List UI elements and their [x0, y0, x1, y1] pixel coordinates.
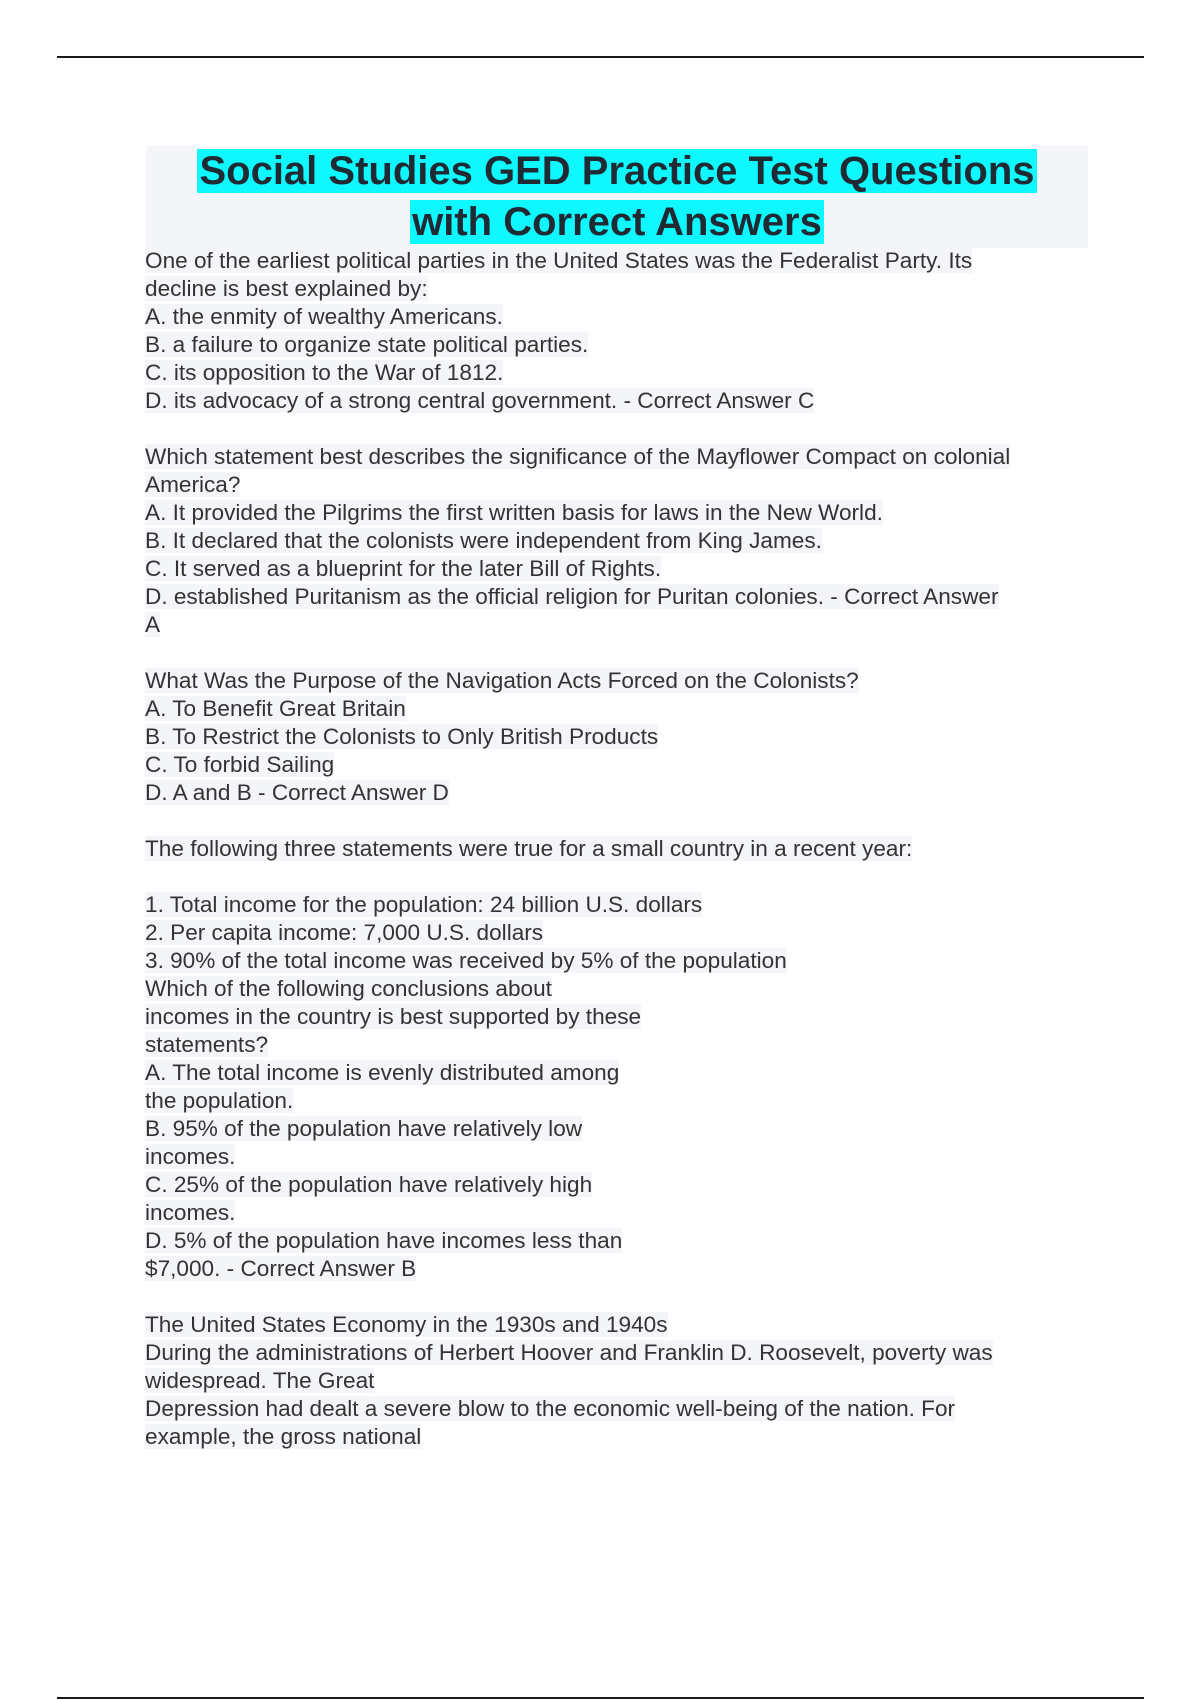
text-line — [145, 835, 1095, 863]
text-line — [145, 275, 1095, 303]
block-spacer — [145, 863, 1095, 891]
text-line — [145, 1227, 1095, 1255]
text-line-content: A — [145, 612, 161, 637]
text-line — [145, 1171, 1095, 1199]
text-line — [145, 1059, 1095, 1087]
block-spacer — [145, 639, 1095, 667]
text-line-content: A. The total income is evenly distributed among — [145, 1060, 620, 1085]
title-line-2: with Correct Answers — [412, 200, 822, 244]
text-line-content: Which statement best describes the significance of the Mayflower Compact on colonial — [145, 444, 1011, 469]
text-line — [145, 1339, 1095, 1367]
text-line-content: statements? — [145, 1032, 269, 1057]
text-line — [145, 527, 1095, 555]
text-line-content: Depression had dealt a severe blow to the economic well-being of the nation. For — [145, 1396, 956, 1421]
text-line-content: B. It declared that the colonists were independent from King James. — [145, 528, 822, 553]
text-line — [145, 975, 1095, 1003]
document-title — [146, 146, 1088, 248]
bottom-rule — [57, 1697, 1144, 1699]
text-line — [145, 947, 1095, 975]
question-block — [145, 443, 1095, 639]
text-line — [145, 667, 1095, 695]
block-spacer — [145, 1283, 1095, 1311]
title-line-1: Social Studies GED Practice Test Questions — [199, 149, 1035, 193]
question-block — [145, 247, 1095, 415]
text-line — [145, 1255, 1095, 1283]
text-line-content: A. To Benefit Great Britain — [145, 696, 406, 721]
text-line — [145, 919, 1095, 947]
text-line-content: $7,000. - Correct Answer B — [145, 1256, 417, 1281]
question-block — [145, 835, 1095, 863]
text-line-content: During the administrations of Herbert Hoover and Franklin D. Roosevelt, poverty was — [145, 1340, 993, 1365]
text-line — [145, 1367, 1095, 1395]
text-line — [145, 1395, 1095, 1423]
text-line — [145, 1423, 1095, 1451]
text-line-content: 2. Per capita income: 7,000 U.S. dollars — [145, 920, 544, 945]
text-line-content: D. established Puritanism as the official religion for Puritan colonies. - Correct Answer — [145, 584, 999, 609]
text-line — [145, 779, 1095, 807]
question-block — [145, 1311, 1095, 1451]
text-line-content: One of the earliest political parties in the United States was the Federalist Party. Its — [145, 248, 973, 273]
text-line — [145, 891, 1095, 919]
text-line-content: The following three statements were true for a small country in a recent year: — [145, 836, 913, 861]
text-line-content: C. To forbid Sailing — [145, 752, 335, 777]
text-line — [145, 443, 1095, 471]
text-line — [145, 247, 1095, 275]
text-line-content: A. It provided the Pilgrims the first written basis for laws in the New World. — [145, 500, 883, 525]
text-line-content: Which of the following conclusions about — [145, 976, 552, 1001]
text-line — [145, 1087, 1095, 1115]
text-line — [145, 695, 1095, 723]
text-line-content: B. a failure to organize state political parties. — [145, 332, 589, 357]
text-line-content: D. its advocacy of a strong central government. - Correct Answer C — [145, 388, 815, 413]
block-spacer — [145, 415, 1095, 443]
text-line-content: The United States Economy in the 1930s and 1940s — [145, 1312, 668, 1337]
text-line — [145, 555, 1095, 583]
text-line — [145, 583, 1095, 611]
text-line — [145, 359, 1095, 387]
text-line-content: D. A and B - Correct Answer D — [145, 780, 449, 805]
text-line — [145, 751, 1095, 779]
text-line — [145, 1143, 1095, 1171]
text-line-content: C. its opposition to the War of 1812. — [145, 360, 504, 385]
text-line — [145, 499, 1095, 527]
text-line-content: decline is best explained by: — [145, 276, 428, 301]
text-line-content: C. 25% of the population have relatively high — [145, 1172, 593, 1197]
question-block — [145, 891, 1095, 1283]
text-line-content: incomes. — [145, 1144, 236, 1169]
text-line-content: the population. — [145, 1088, 294, 1113]
question-block — [145, 667, 1095, 807]
text-line-content: 1. Total income for the population: 24 billion U.S. dollars — [145, 892, 703, 917]
text-line — [145, 387, 1095, 415]
text-line-content: What Was the Purpose of the Navigation Acts Forced on the Colonists? — [145, 668, 859, 693]
text-line — [145, 723, 1095, 751]
top-rule — [57, 56, 1144, 58]
text-line-content: B. 95% of the population have relatively low — [145, 1116, 583, 1141]
text-line-content: example, the gross national — [145, 1424, 422, 1449]
text-line — [145, 1311, 1095, 1339]
text-line-content: America? — [145, 472, 241, 497]
text-line-content: 3. 90% of the total income was received by 5% of the population — [145, 948, 787, 973]
text-line — [145, 471, 1095, 499]
text-line-content: incomes. — [145, 1200, 236, 1225]
question-content — [145, 247, 1095, 1451]
block-spacer — [145, 807, 1095, 835]
text-line — [145, 1115, 1095, 1143]
text-line — [145, 331, 1095, 359]
text-line-content: B. To Restrict the Colonists to Only British Products — [145, 724, 659, 749]
text-line — [145, 303, 1095, 331]
text-line-content: D. 5% of the population have incomes less than — [145, 1228, 623, 1253]
text-line-content: A. the enmity of wealthy Americans. — [145, 304, 503, 329]
text-line-content: incomes in the country is best supported by these — [145, 1004, 642, 1029]
text-line — [145, 1003, 1095, 1031]
text-line — [145, 611, 1095, 639]
text-line — [145, 1031, 1095, 1059]
text-line-content: C. It served as a blueprint for the later Bill of Rights. — [145, 556, 662, 581]
text-line — [145, 1199, 1095, 1227]
text-line-content: widespread. The Great — [145, 1368, 375, 1393]
